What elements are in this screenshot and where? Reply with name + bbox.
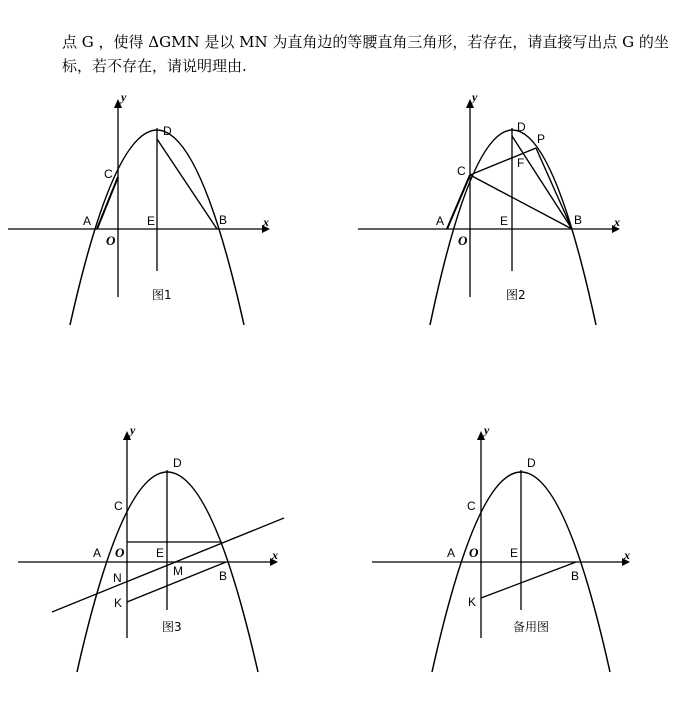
figure-caption: 图3 — [162, 620, 182, 634]
segment-db — [512, 136, 572, 229]
label-x: x — [614, 215, 620, 229]
label-e: E — [156, 546, 165, 560]
label-y: y — [130, 423, 136, 437]
label-o: O — [469, 545, 479, 560]
label-n: N — [113, 571, 122, 585]
label-a: A — [83, 214, 92, 228]
label-c: C — [104, 167, 113, 181]
segment-ac — [447, 175, 470, 229]
figure-3 — [0, 420, 350, 680]
figure-caption: 图2 — [506, 288, 526, 302]
label-c: C — [467, 499, 476, 513]
label-a: A — [436, 214, 445, 228]
segment-cb — [470, 175, 572, 229]
figure-1 — [0, 85, 350, 335]
label-k: K — [468, 595, 477, 609]
label-m: M — [173, 564, 183, 578]
label-d: D — [173, 456, 182, 470]
problem-line-2: 标，若不存在，请说明理由. — [62, 57, 247, 75]
label-p: P — [537, 132, 546, 146]
label-b: B — [571, 569, 580, 583]
label-o: O — [106, 233, 116, 248]
label-o: O — [115, 545, 125, 560]
label-e: E — [147, 214, 156, 228]
figure-caption: 图1 — [152, 288, 172, 302]
figure-2 — [350, 85, 700, 335]
segment-ac — [97, 177, 118, 229]
label-e: E — [510, 546, 519, 560]
problem-line-1: 点 G ，使得 ΔGMN 是以 MN 为直角边的等腰直角三角形，若存在，请直接写出点 G 的坐 — [62, 33, 669, 51]
label-y: y — [472, 90, 478, 104]
label-b: B — [219, 569, 228, 583]
label-a: A — [447, 546, 456, 560]
label-x: x — [263, 215, 269, 229]
label-a: A — [93, 546, 102, 560]
figure-backup — [350, 420, 700, 680]
label-b: B — [574, 213, 583, 227]
label-y: y — [484, 423, 490, 437]
label-f: F — [517, 156, 525, 170]
segment-pb — [536, 148, 572, 229]
label-k: K — [114, 596, 123, 610]
label-o: O — [458, 233, 468, 248]
problem-text — [62, 30, 672, 78]
figure-caption: 备用图 — [513, 620, 550, 634]
label-y: y — [121, 90, 127, 104]
label-e: E — [500, 214, 509, 228]
label-c: C — [457, 164, 466, 178]
label-x: x — [272, 548, 278, 562]
label-c: C — [114, 499, 123, 513]
segment-kb — [481, 562, 576, 598]
label-x: x — [624, 548, 630, 562]
label-d: D — [517, 120, 526, 134]
label-d: D — [163, 124, 172, 138]
label-d: D — [527, 456, 536, 470]
label-b: B — [219, 213, 228, 227]
slanted-line-mn — [52, 518, 284, 612]
